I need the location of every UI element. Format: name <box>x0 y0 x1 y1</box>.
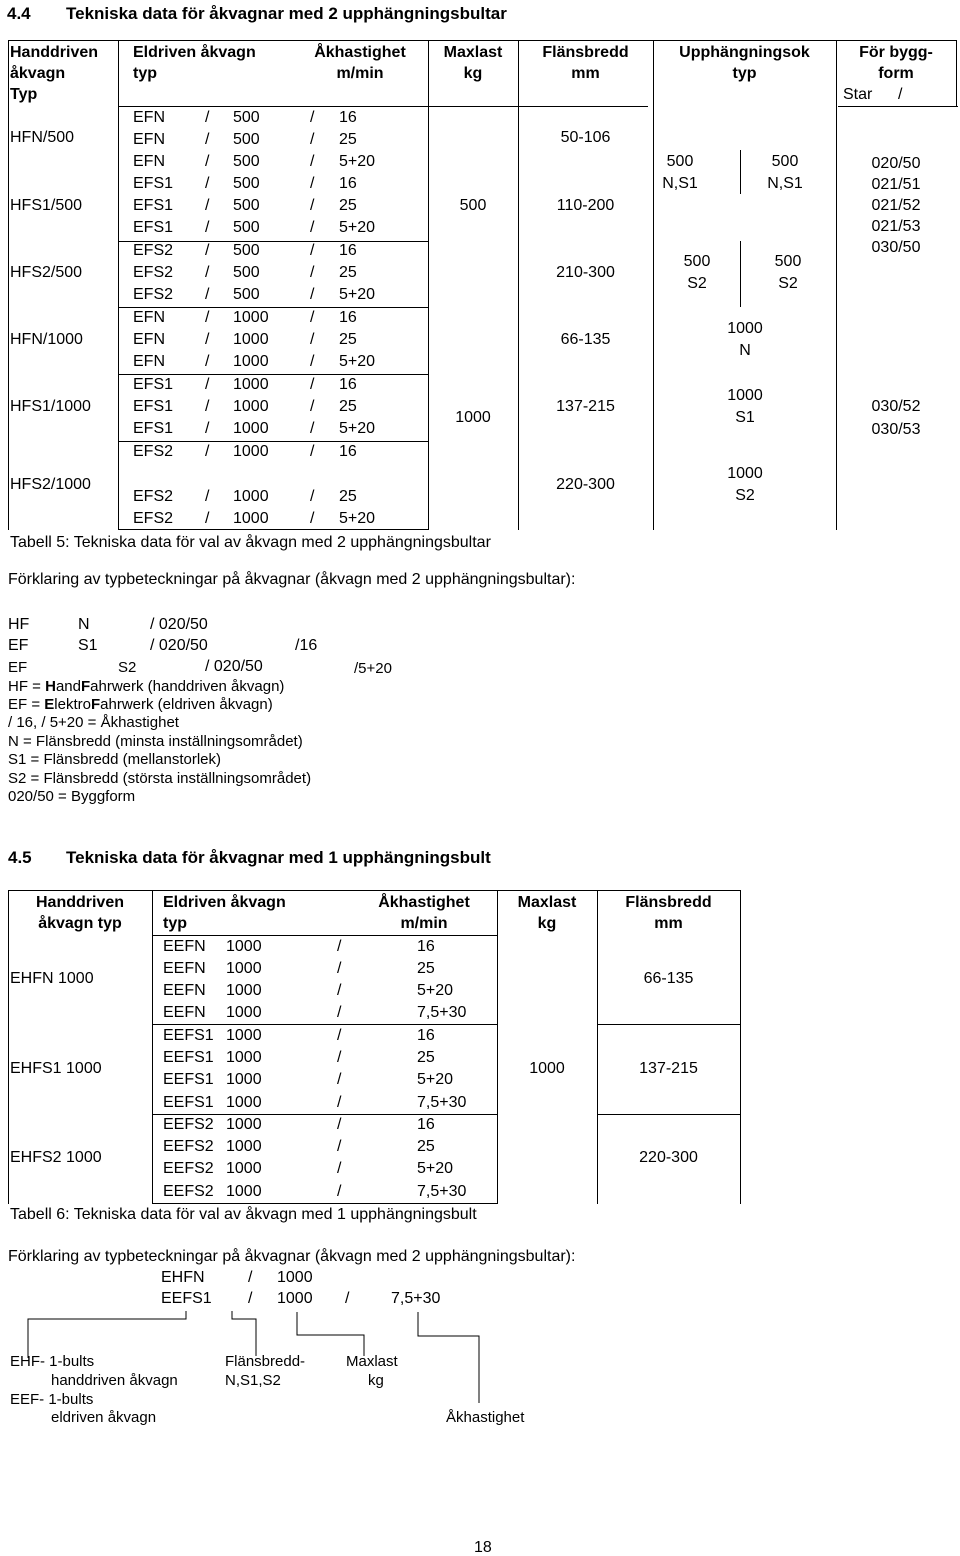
table5-cell: 1000 <box>233 443 269 460</box>
explanation-line: / 16, / 5+20 = Åkhastighet <box>8 714 179 731</box>
upph-value: S2 <box>735 487 755 504</box>
table5-cell: / <box>310 109 315 126</box>
header-speed-2: m/min <box>336 65 384 82</box>
table6-cell: 25 <box>417 1049 435 1066</box>
section-title: Tekniska data för åkvagnar med 1 upphängningsbult <box>66 848 491 867</box>
table5-cell: / <box>205 153 210 170</box>
table5-cell: / <box>205 219 210 236</box>
table5-cell: 5+20 <box>339 219 376 236</box>
table5-cell: / <box>310 175 315 192</box>
example-sep: / <box>345 1290 350 1307</box>
table6-cell: / <box>337 1094 342 1111</box>
header-bygg-2: form <box>878 65 914 82</box>
header-hand-2: åkvagn <box>10 65 66 82</box>
table5-cell: / <box>205 488 210 505</box>
table6-cell: 7,5+30 <box>417 1004 467 1021</box>
example-flange: N <box>78 616 90 633</box>
label-ehf-desc: handdriven åkvagn <box>51 1372 178 1389</box>
header-el-2: typ <box>133 65 157 82</box>
table5-cell: 5+20 <box>339 353 376 370</box>
example-speed: /5+20 <box>354 660 392 677</box>
table5-cell: / <box>310 309 315 326</box>
table5-cell: EFN <box>133 353 165 370</box>
upph-value: 1000 <box>727 387 763 404</box>
table5-cell: 25 <box>339 331 357 348</box>
header-upph-2: typ <box>732 65 757 82</box>
explanation-heading: Förklaring av typbeteckningar på åkvagnar (åkvagn med 2 upphängningsbultar): <box>8 1248 576 1265</box>
ef-explanation: EF = ElektroFahrwerk (eldriven åkvagn) <box>8 696 273 713</box>
hand-type: HFN/500 <box>10 129 75 146</box>
section-number: 4.5 <box>8 848 32 867</box>
flans-value: 110-200 <box>556 197 615 214</box>
table5-cell: EFN <box>133 331 165 348</box>
table5-cell: 1000 <box>233 398 269 415</box>
table5-cell: / <box>205 353 210 370</box>
table5-cell: 25 <box>339 197 357 214</box>
hand-type: HFN/1000 <box>10 331 83 348</box>
example-sep: / <box>248 1269 253 1286</box>
section-title: Tekniska data för åkvagnar med 2 upphängningsbultar <box>66 4 507 23</box>
table5-cell: 1000 <box>233 331 269 348</box>
table5-cell: 25 <box>339 398 357 415</box>
hand-type: HFS1/500 <box>10 197 83 214</box>
table5-cell: / <box>310 331 315 348</box>
table6-cell: EEFS2 <box>163 1183 214 1200</box>
table5-cell: / <box>310 353 315 370</box>
table5-cell: 500 <box>233 286 260 303</box>
table5-cell: EFN <box>133 153 165 170</box>
table5-cell: EFS1 <box>133 420 174 437</box>
table5-cell: / <box>205 109 210 126</box>
table5-cell: EFS2 <box>133 510 174 527</box>
table6-cell: 7,5+30 <box>417 1094 467 1111</box>
maxlast-value: 500 <box>459 197 487 214</box>
table5-caption: Tabell 5: Tekniska data för val av åkvagn med 2 upphängningsbultar <box>10 534 491 551</box>
table5-cell: 16 <box>339 242 357 259</box>
upph-value: N,S1 <box>662 175 698 192</box>
hand-type: HFS2/500 <box>10 264 83 281</box>
page-number: 18 <box>474 1539 492 1556</box>
table6-caption: Tabell 6: Tekniska data för val av åkvagn med 1 upphängningsbult <box>10 1206 477 1223</box>
upph-value: 1000 <box>727 465 763 482</box>
table6-cell: 16 <box>417 1116 435 1133</box>
table5-cell: / <box>205 309 210 326</box>
example-speed: /16 <box>295 637 318 654</box>
table6-cell: EEFN <box>163 960 206 977</box>
table6-cell: / <box>337 982 342 999</box>
table6-cell: 1000 <box>226 982 262 999</box>
table5-cell: / <box>205 398 210 415</box>
upph-value: S2 <box>778 275 798 292</box>
example-load: 1000 <box>277 1290 313 1307</box>
table5-cell: / <box>310 376 315 393</box>
table6-cell: / <box>337 1004 342 1021</box>
header-hand-1: Handdriven <box>10 44 99 61</box>
table6-cell: / <box>337 1027 342 1044</box>
table6-cell: 5+20 <box>417 1071 454 1088</box>
explanation-line: S1 = Flänsbredd (mellanstorlek) <box>8 751 222 768</box>
table5-cell: EFS2 <box>133 286 174 303</box>
flans-value: 50-106 <box>560 129 611 146</box>
table5-cell: EFS1 <box>133 398 174 415</box>
label-maxlast: Maxlast <box>346 1353 398 1370</box>
table5-cell: 16 <box>339 109 357 126</box>
example-form: / 020/50 <box>150 616 208 633</box>
hand-type: EHFS1 1000 <box>10 1060 102 1077</box>
header-bygg-4: / <box>898 86 903 103</box>
explanation-line: 020/50 = Byggform <box>8 788 136 805</box>
table6-cell: 1000 <box>226 1004 262 1021</box>
header-el-1: Eldriven åkvagn <box>163 894 286 911</box>
hand-type: HFS2/1000 <box>10 476 91 493</box>
table5-cell: 1000 <box>233 510 269 527</box>
table5-cell: / <box>205 286 210 303</box>
table6-cell: 1000 <box>226 938 262 955</box>
explanation-line: N = Flänsbredd (minsta inställningsområdet) <box>8 733 303 750</box>
header-hand-1: Handdriven <box>35 894 124 911</box>
table5-cell: 500 <box>233 153 260 170</box>
header-hand-3: Typ <box>10 86 38 103</box>
example-prefix: HF <box>8 616 30 633</box>
table6-cell: / <box>337 938 342 955</box>
header-flans-2: mm <box>654 915 683 932</box>
table6-cell: 5+20 <box>417 982 454 999</box>
table6-cell: 1000 <box>226 1160 262 1177</box>
example-form: / 020/50 <box>150 637 208 654</box>
maxlast-value: 1000 <box>529 1060 565 1077</box>
upph-value: S2 <box>687 275 707 292</box>
flans-value: 210-300 <box>556 264 615 281</box>
label-flans-desc: N,S1,S2 <box>225 1372 281 1389</box>
table5-cell: / <box>310 398 315 415</box>
example-type: EEFS1 <box>161 1290 212 1307</box>
label-ehf: EHF- 1-bults <box>10 1353 95 1370</box>
table6-cell: / <box>337 1071 342 1088</box>
hf-explanation: HF = HandFahrwerk (handdriven åkvagn) <box>8 678 285 695</box>
table5-cell: / <box>205 331 210 348</box>
header-upph-1: Upphängningsok <box>679 44 810 61</box>
table6-cell: 7,5+30 <box>417 1183 467 1200</box>
header-speed-1: Åkhastighet <box>314 44 406 61</box>
example-type: EHFN <box>161 1269 205 1286</box>
table5-cell: / <box>310 197 315 214</box>
table5-cell: / <box>310 443 315 460</box>
table5-cell: 500 <box>233 131 260 148</box>
hand-type: EHFN 1000 <box>10 970 94 987</box>
header-maxlast-2: kg <box>463 65 483 82</box>
table5-cell: EFS2 <box>133 443 174 460</box>
header-bygg-1: För bygg- <box>859 44 933 61</box>
table5-cell: 500 <box>233 197 260 214</box>
example-flange: S2 <box>118 659 137 676</box>
upph-value: 500 <box>774 253 802 270</box>
table5-cell: / <box>205 197 210 214</box>
upph-value: 1000 <box>727 320 763 337</box>
header-maxlast-2: kg <box>537 915 557 932</box>
table5-cell: / <box>310 219 315 236</box>
table5-cell: 1000 <box>233 376 269 393</box>
table6-cell: / <box>337 1160 342 1177</box>
table5-cell: / <box>205 420 210 437</box>
header-flans-1: Flänsbredd <box>625 894 712 911</box>
table6-cell: 1000 <box>226 960 262 977</box>
label-speed: Åkhastighet <box>446 1409 525 1426</box>
table5-cell: EFS1 <box>133 175 174 192</box>
header-maxlast-1: Maxlast <box>443 44 503 61</box>
table5-cell: 5+20 <box>339 420 376 437</box>
table5-cell: EFN <box>133 109 165 126</box>
table6-cell: 25 <box>417 1138 435 1155</box>
table5-cell: 500 <box>233 264 260 281</box>
table6-cell: 16 <box>417 1027 435 1044</box>
table6-cell: / <box>337 1183 342 1200</box>
table5-cell: 1000 <box>233 488 269 505</box>
table5-cell: 500 <box>233 175 260 192</box>
bygg-value: 021/53 <box>871 218 921 235</box>
table5-cell: 1000 <box>233 353 269 370</box>
hand-type: HFS1/1000 <box>10 398 91 415</box>
table5-cell: 500 <box>233 242 260 259</box>
table5-cell: / <box>205 264 210 281</box>
table5-cell: 5+20 <box>339 286 376 303</box>
table6-cell: EEFN <box>163 938 206 955</box>
section-number: 4.4 <box>7 4 31 23</box>
table6-cell: / <box>337 1049 342 1066</box>
table5-cell: EFS2 <box>133 488 174 505</box>
example-prefix: EF <box>8 637 29 654</box>
table6-cell: 1000 <box>226 1138 262 1155</box>
table6-cell: 1000 <box>226 1027 262 1044</box>
header-flans-1: Flänsbredd <box>542 44 629 61</box>
example-speed: 7,5+30 <box>391 1290 441 1307</box>
label-eef: EEF- 1-bults <box>10 1391 94 1408</box>
table5-cell: / <box>310 242 315 259</box>
table6-cell: EEFS1 <box>163 1094 214 1111</box>
table6-cell: / <box>337 1116 342 1133</box>
header-bygg-3: Star <box>843 86 873 103</box>
example-form: / 020/50 <box>205 658 263 675</box>
table5-cell: / <box>310 131 315 148</box>
table5-cell: / <box>205 510 210 527</box>
flans-value: 220-300 <box>639 1149 698 1166</box>
table5-cell: / <box>310 510 315 527</box>
table5-cell: EFS2 <box>133 242 174 259</box>
table5-cell: 500 <box>233 109 260 126</box>
table6-cell: 5+20 <box>417 1160 454 1177</box>
upph-value: 500 <box>771 153 799 170</box>
header-el-1: Eldriven åkvagn <box>133 44 256 61</box>
table5-cell: / <box>205 242 210 259</box>
upph-value: 500 <box>666 153 694 170</box>
bygg-value: 021/52 <box>871 197 921 214</box>
table6-cell: EEFS2 <box>163 1160 214 1177</box>
table6-cell: EEFS1 <box>163 1049 214 1066</box>
table5-cell: / <box>310 153 315 170</box>
table5-cell: EFS1 <box>133 219 174 236</box>
explanation-line: S2 = Flänsbredd (största inställningsområdet) <box>8 770 312 787</box>
table5-cell: 5+20 <box>339 510 376 527</box>
table6-cell: 25 <box>417 960 435 977</box>
example-load: 1000 <box>277 1269 313 1286</box>
table6-cell: EEFS1 <box>163 1027 214 1044</box>
example-prefix: EF <box>8 659 28 676</box>
example-sep: / <box>248 1290 253 1307</box>
table5-cell: / <box>205 175 210 192</box>
upph-value: S1 <box>735 409 755 426</box>
table5-cell: 500 <box>233 219 260 236</box>
table5-cell: EFN <box>133 309 165 326</box>
table6-cell: / <box>337 960 342 977</box>
bygg-value: 020/50 <box>871 155 921 172</box>
table6-cell: EEFN <box>163 982 206 999</box>
table5-cell: 16 <box>339 309 357 326</box>
table5-cell: / <box>310 488 315 505</box>
bygg-value: 021/51 <box>871 176 921 193</box>
table5-cell: EFS1 <box>133 376 174 393</box>
table6-cell: 1000 <box>226 1094 262 1111</box>
table5-cell: / <box>310 264 315 281</box>
flans-value: 220-300 <box>556 476 615 493</box>
header-flans-2: mm <box>571 65 600 82</box>
bygg-value: 030/52 <box>871 398 921 415</box>
label-flans: Flänsbredd- <box>225 1353 306 1370</box>
table5-cell: 25 <box>339 264 357 281</box>
table6-cell: 1000 <box>226 1049 262 1066</box>
flans-value: 137-215 <box>639 1060 698 1077</box>
header-hand-2: åkvagn typ <box>38 915 122 932</box>
table5-cell: 16 <box>339 443 357 460</box>
table6-cell: 1000 <box>226 1116 262 1133</box>
header-speed-2: m/min <box>400 915 448 932</box>
table6-cell: EEFN <box>163 1004 206 1021</box>
bygg-value: 030/50 <box>871 239 921 256</box>
table6-cell: 1000 <box>226 1183 262 1200</box>
table5-cell: / <box>310 420 315 437</box>
table5-cell: / <box>205 376 210 393</box>
hand-type: EHFS2 1000 <box>10 1149 102 1166</box>
table5-cell: 1000 <box>233 420 269 437</box>
table5-cell: / <box>310 286 315 303</box>
explanation-heading: Förklaring av typbeteckningar på åkvagnar (åkvagn med 2 upphängningsbultar): <box>8 571 576 588</box>
table5-cell: / <box>205 443 210 460</box>
flans-value: 66-135 <box>560 331 611 348</box>
label-maxlast-unit: kg <box>368 1372 384 1389</box>
header-el-2: typ <box>163 915 187 932</box>
table5-cell: EFN <box>133 131 165 148</box>
table6-cell: 1000 <box>226 1071 262 1088</box>
header-speed-1: Åkhastighet <box>378 894 470 911</box>
table5-cell: 25 <box>339 131 357 148</box>
table6-cell: EEFS2 <box>163 1116 214 1133</box>
upph-value: N <box>739 342 751 359</box>
table5-cell: 1000 <box>233 309 269 326</box>
label-eef-desc: eldriven åkvagn <box>51 1409 157 1426</box>
upph-value: N,S1 <box>767 175 803 192</box>
table5-cell: 5+20 <box>339 153 376 170</box>
table5-cell: 16 <box>339 175 357 192</box>
table5-cell: 25 <box>339 488 357 505</box>
table5-cell: 16 <box>339 376 357 393</box>
table5-cell: / <box>205 131 210 148</box>
header-maxlast-1: Maxlast <box>517 894 577 911</box>
table5-cell: EFS2 <box>133 264 174 281</box>
table5-cell: EFS1 <box>133 197 174 214</box>
upph-value: 500 <box>683 253 711 270</box>
table6-cell: EEFS2 <box>163 1138 214 1155</box>
maxlast-value: 1000 <box>455 409 491 426</box>
table6-cell: EEFS1 <box>163 1071 214 1088</box>
bygg-value: 030/53 <box>871 421 921 438</box>
flans-value: 66-135 <box>643 970 694 987</box>
table6-cell: / <box>337 1138 342 1155</box>
flans-value: 137-215 <box>556 398 615 415</box>
table6-cell: 16 <box>417 938 435 955</box>
example-flange: S1 <box>78 637 98 654</box>
